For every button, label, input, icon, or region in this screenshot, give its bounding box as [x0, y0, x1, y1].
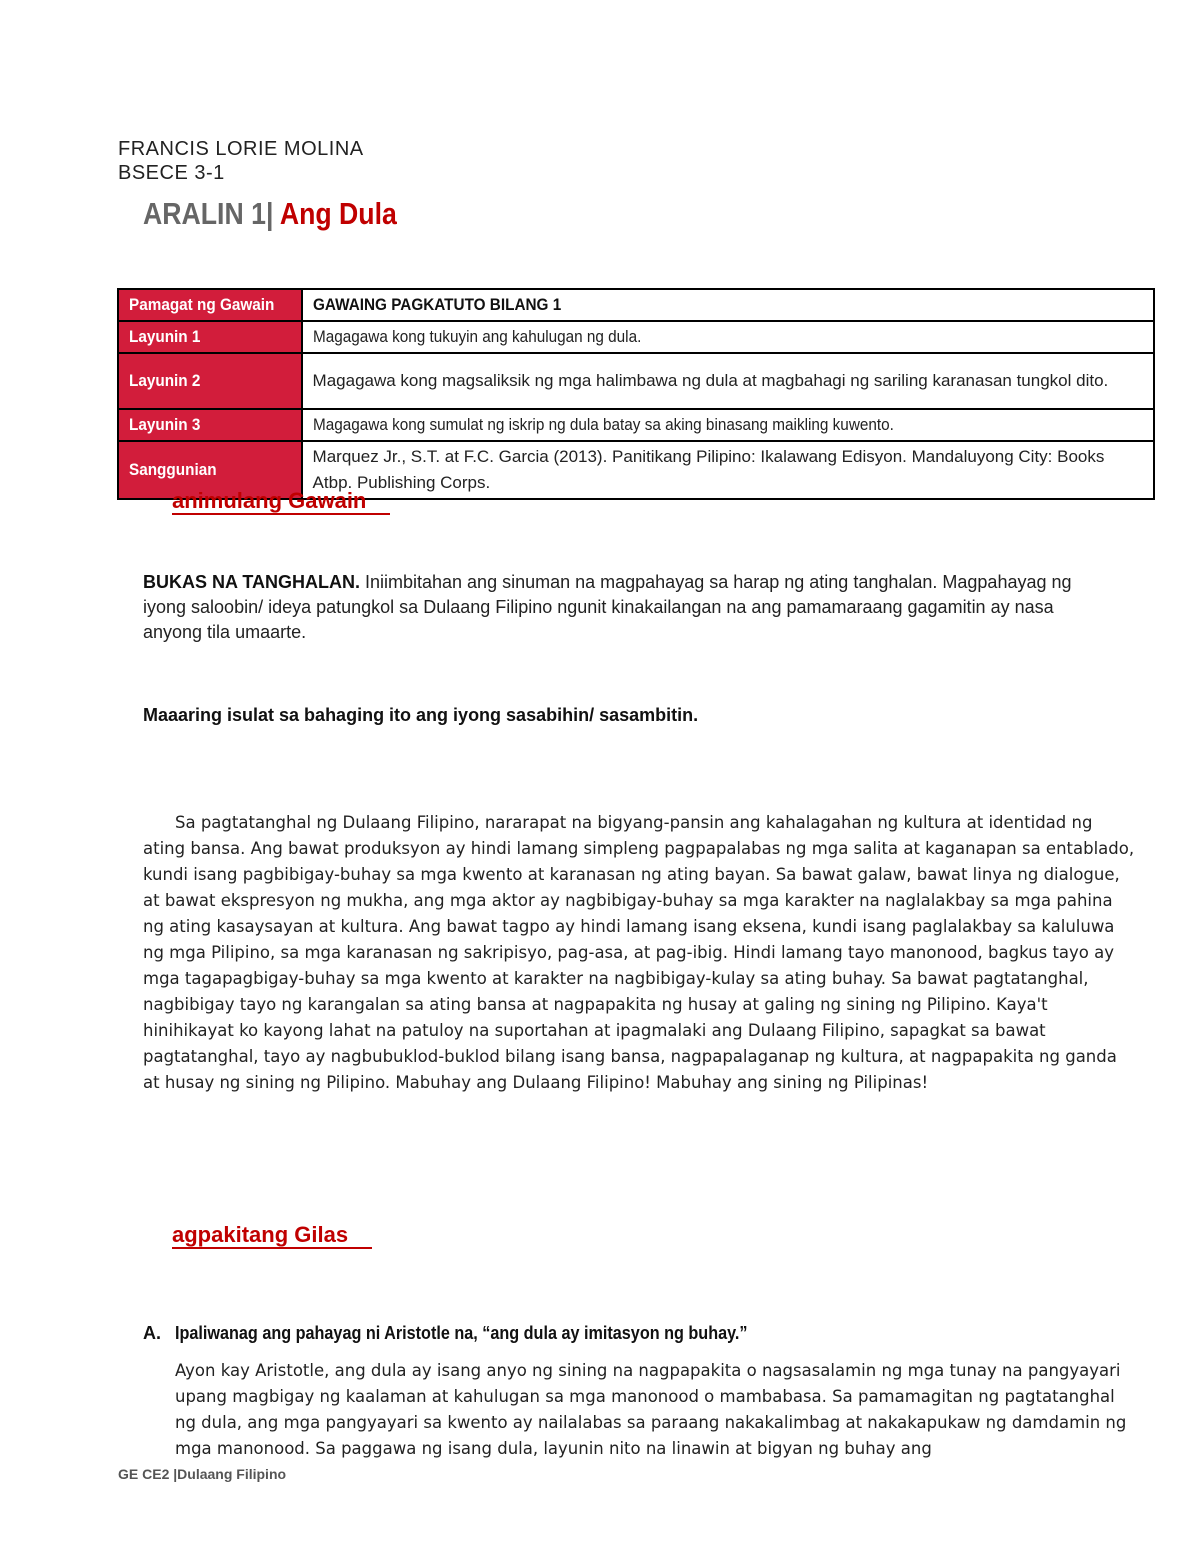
row-label: Layunin 2 — [118, 353, 302, 409]
activity-info-table — [117, 288, 1155, 500]
essay-paragraph: Sa pagtatanghal ng Dulaang Filipino, nararapat na bigyang-pansin ang kahalagahan ng kultura at identidad ng ating bansa. Ang bawat produksyon ay hindi lamang simpleng pagpapalabas ng mga salita at kaganapan sa entablado, kundi isang pagbibigay-buhay sa mga kwento at karanasan ng ating bayan. Sa bawat galaw, bawat linya ng dialogue, at bawat ekspresyon ng mukha, ang mga aktor ay nagbibigay-buhay sa mga karakter na naglalakbay sa mga pahina ng ating kasaysayan at kultura. Ang bawat tagpo ay hindi lamang isang eksena, kundi isang paglalakbay sa kaluluwa ng mga Pilipino, sa mga karanasan ng sakripisyo, pag-asa, at pag-ibig. Hindi lamang tayo manonood, bagkus tayo ay mga tagapagbigay-buhay sa mga kwento at karakter na nagbibigay-kulay sa ating buhay. Sa bawat pagtatanghal, nagbibigay tayo ng karangalan sa ating bansa at nagpapakita ng husay at galing ng sining ng Pilipino. Kaya't hinihikayat ko kayong lahat na patuloy na suportahan at ipagmalaki ang Dulaang Filipino, sapagkat sa bawat pagtatanghal, tayo ay nagbubuklod-buklod bilang isang bansa, nagpapalaganap ng kultura, at nagpapakita ng ganda at husay ng sining ng Pilipino. Mabuhay ang Dulaang Filipino! Mabuhay ang sining ng Pilipinas! — [143, 813, 1135, 1092]
bukas-paragraph — [143, 570, 1103, 645]
lesson-title — [143, 196, 397, 232]
table-row — [118, 289, 1154, 321]
bukas-label: BUKAS NA TANGHALAN. — [143, 572, 360, 592]
table-row — [118, 321, 1154, 353]
bukas-text: Iniimbitahan ang sinuman na magpahayag sa harap ng ating tanghalan. Magpahayag ng iyong saloobin/ ideya patungkol sa Dulaang Filipino ngunit kinakailangan na ang pamamaraang gagamitin ay nasa anyong tila umaarte. — [143, 572, 1072, 642]
lesson-name: Ang Dula — [273, 196, 397, 231]
question-letter: A. — [143, 1323, 161, 1343]
row-value: GAWAING PAGKATUTO BILANG 1 — [302, 289, 1154, 321]
row-label: Sanggunian — [118, 441, 302, 499]
row-value: Magagawa kong sumulat ng iskrip ng dula batay sa aking binasang maikling kuwento. — [302, 409, 1154, 441]
row-value: Magagawa kong magsaliksik ng mga halimbawa ng dula at magbahagi ng sariling karanasan tungkol dito. — [302, 353, 1154, 409]
student-section: BSECE 3-1 — [118, 162, 225, 184]
answer-a: Ayon kay Aristotle, ang dula ay isang anyo ng sining na nagpapakita o nagsasalamin ng mga tunay na pangyayari upang magbigay ng kaalaman at kahulugan sa mga manonood o mambabasa. Sa pamamagitan ng pagtatanghal ng dula, ang mga pangyayari sa kwento ay nailalabas sa paraang nakakalimbag at nakakapukaw ng damdamin ng mga manonood. Sa paggawa ng isang dula, layunin nito na linawin at bigyan ng buhay ang — [175, 1361, 1127, 1458]
table-row — [118, 353, 1154, 409]
essay-body — [143, 810, 1138, 1096]
row-label: Layunin 1 — [118, 321, 302, 353]
question-text: Ipaliwanag ang pahayag ni Aristotle na, “ang dula ay imitasyon ng buhay.” — [175, 1323, 748, 1343]
table-row — [118, 409, 1154, 441]
row-label: Pamagat ng Gawain — [118, 289, 302, 321]
instruction-text: Maaaring isulat sa bahaging ito ang iyong sasabihin/ sasambitin. — [143, 705, 699, 725]
page-footer: GE CE2 |Dulaang Filipino — [118, 1466, 287, 1482]
author-name: FRANCIS LORIE MOLINA — [118, 138, 364, 160]
lesson-number: ARALIN 1| — [143, 196, 274, 231]
row-value: Marquez Jr., S.T. at F.C. Garcia (2013). Panitikang Pilipino: Ikalawang Edisyon. Mandaluyong City: Books Atbp. Publishing Corps. — [302, 441, 1154, 499]
section-heading-panimula: animulang Gawain — [172, 488, 390, 514]
section-heading-pagpakitang-gilas: agpakitang Gilas — [172, 1222, 372, 1248]
row-label: Layunin 3 — [118, 409, 302, 441]
row-value: Magagawa kong tukuyin ang kahulugan ng dula. — [302, 321, 1154, 353]
question-a — [143, 1323, 811, 1344]
